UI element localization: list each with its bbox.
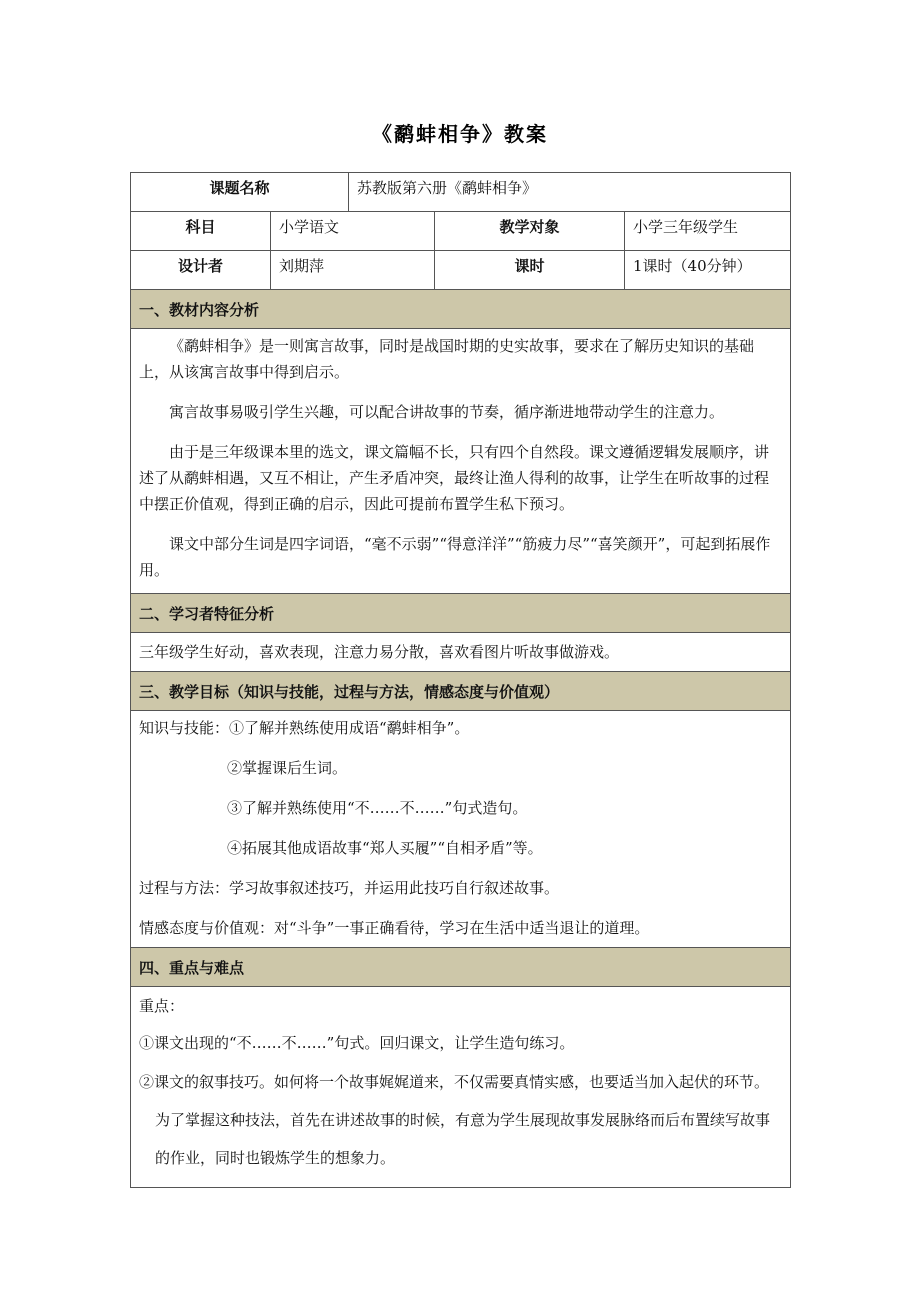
section-1-body-row — [131, 329, 791, 594]
section-1-paragraph: 由于是三年级课本里的选文，课文篇幅不长，只有四个自然段。课文遵循逻辑发展顺序，讲述了从鹬蚌相遇，又互不相让，产生矛盾冲突，最终让渔人得利的故事，让学生在听故事的过程中摆正价值观，得到正确的启示，因此可提前布置学生私下预习。 — [139, 443, 770, 513]
process-goal: 过程与方法：学习故事叙述技巧，并运用此技巧自行叙述故事。 — [139, 879, 560, 897]
lesson-plan-table — [130, 172, 791, 1188]
designer-value: 刘期萍 — [271, 251, 435, 290]
section-1-heading: 一、教材内容分析 — [131, 290, 791, 329]
subject-row — [131, 212, 791, 251]
designer-label: 设计者 — [131, 251, 271, 290]
section-4-body-row — [131, 987, 791, 1188]
hours-value: 1课时（40分钟） — [625, 251, 791, 290]
document-title: 《鹬蚌相争》教案 — [372, 122, 548, 146]
audience-value: 小学三年级学生 — [625, 212, 791, 251]
section-1-body — [131, 329, 791, 594]
key-points-label: 重点： — [139, 997, 185, 1015]
designer-row — [131, 251, 791, 290]
section-4-header-row — [131, 948, 791, 987]
subject-label: 科目 — [131, 212, 271, 251]
section-3-heading: 三、教学目标（知识与技能，过程与方法，情感态度与价值观） — [131, 672, 791, 711]
subject-value: 小学语文 — [271, 212, 435, 251]
knowledge-goal: 知识与技能：①了解并熟练使用成语“鹬蚌相争”。 — [139, 719, 470, 737]
section-3-header-row — [131, 672, 791, 711]
section-1-paragraph: 《鹬蚌相争》是一则寓言故事，同时是战国时期的史实故事，要求在了解历史知识的基础上，从该寓言故事中得到启示。 — [139, 337, 755, 381]
attitude-goal: 情感态度与价值观：对“斗争”一事正确看待，学习在生活中适当退让的道理。 — [139, 919, 650, 937]
section-3-body — [131, 711, 791, 948]
section-2-body — [131, 633, 791, 672]
section-4-heading: 四、重点与难点 — [131, 948, 791, 987]
section-3-body-row — [131, 711, 791, 948]
lesson-value: 苏教版第六册《鹬蚌相争》 — [349, 173, 791, 212]
section-1-header-row — [131, 290, 791, 329]
knowledge-goal: ③了解并熟练使用“不……不……”句式造句。 — [227, 799, 528, 817]
lesson-row — [131, 173, 791, 212]
hours-label: 课时 — [435, 251, 625, 290]
section-1-paragraph: 课文中部分生词是四字词语，“毫不示弱”“得意洋洋”“筋疲力尽”“喜笑颜开”，可起到拓展作用。 — [139, 535, 771, 579]
key-point: ②课文的叙事技巧。如何将一个故事娓娓道来，不仅需要真情实感，也要适当加入起伏的环节。为了掌握这种技法，首先在讲述故事的时候，有意为学生展现故事发展脉络而后布置续写故事的作业，同时也锻炼学生的想象力。 — [139, 1073, 771, 1167]
key-point: ①课文出现的“不……不……”句式。回归课文，让学生造句练习。 — [139, 1034, 575, 1052]
lesson-label: 课题名称 — [131, 173, 349, 212]
section-2-body-row — [131, 633, 791, 672]
section-1-paragraph: 寓言故事易吸引学生兴趣，可以配合讲故事的节奏，循序渐进地带动学生的注意力。 — [169, 403, 725, 421]
section-2-heading: 二、学习者特征分析 — [131, 594, 791, 633]
section-4-body — [131, 987, 791, 1188]
section-2-header-row — [131, 594, 791, 633]
audience-label: 教学对象 — [435, 212, 625, 251]
knowledge-goal: ④拓展其他成语故事“郑人买履”“自相矛盾”等。 — [227, 839, 543, 857]
section-2-paragraph: 三年级学生好动，喜欢表现，注意力易分散，喜欢看图片听故事做游戏。 — [139, 643, 620, 661]
knowledge-goal: ②掌握课后生词。 — [227, 759, 348, 777]
